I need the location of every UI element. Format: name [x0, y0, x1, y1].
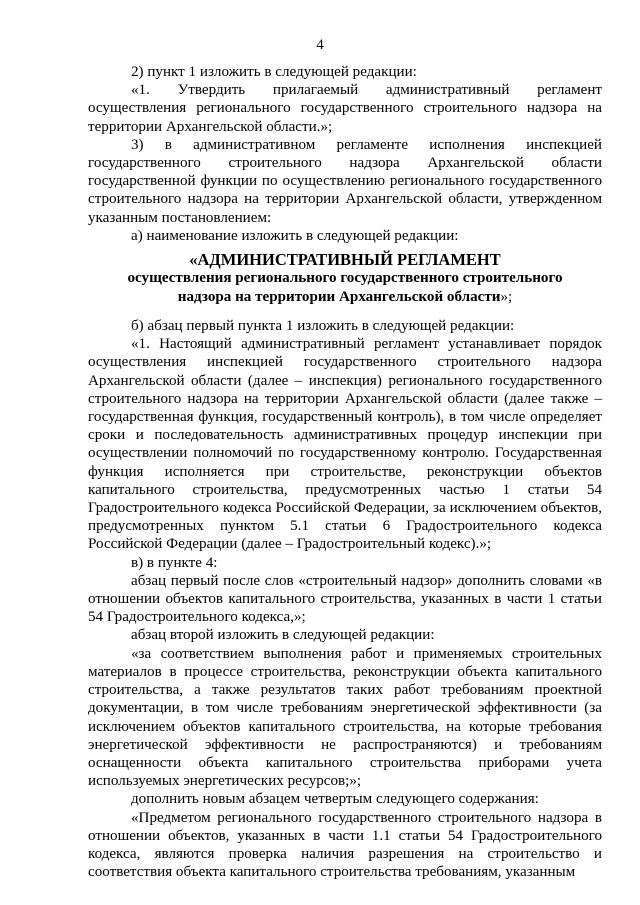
paragraph-item-2: 2) пункт 1 изложить в следующей редакции: [131, 64, 417, 80]
paragraph-first-abzac: абзац первый после слов «строительный надзор» дополнить словами «в отношении объектов капитального строительства, указанных в части 1 статьи 54 Градостроительного кодекса,»; [88, 572, 602, 626]
page-number: 4 [316, 37, 324, 53]
paragraph-subitem-b-text: «1. Настоящий административный регламент устанавливает порядок осуществления инспекцией государственного строительного надзора Архангельской области (далее – инспекция) регионального государственного строительного надзора на территории Архангельской области (далее также – государственная функция, государственный контроль), в том числе определяет сроки и последовательность административных процедур инспекции при осуществлении полномочий по государственному контролю. Государственная функция исполняется при строительстве, реконструкции объектов капитального строительства, предусмотренных частью 1 статьи 54 Градостроительного кодекса Российской Федерации, за исключением объектов, предусмотренных пунктом 5.1 статьи 6 Градостроительного кодекса Российской Федерации (далее – Градостроительный кодекс).»; [88, 336, 602, 553]
paragraph-item-3: 3) в административном регламенте исполнения инспекцией государственного строительного надзора Архангельской области государственной функции по осуществлению регионального государственного строительного надзора на территории Архангельской области, утвержденном указанным постановлением: [88, 136, 602, 226]
regulation-title [88, 250, 602, 307]
document-body [88, 63, 602, 881]
regulation-title-line-3 [88, 288, 602, 307]
paragraph-item-2-text: «1. Утвердить прилагаемый административный регламент осуществления регионального государственного строительного надзора на территории Архангельской области.»; [88, 82, 602, 135]
paragraph-new-abzac-text: «Предметом регионального государственного строительного надзора в отношении объектов, указанных в части 1.1 статьи 54 Градостроительного кодекса, являются проверка наличия разрешения на строительство и соответствия объекта капитального строительства требованиям, указанным [88, 809, 602, 881]
paragraph-subitem-b: б) абзац первый пункта 1 изложить в следующей редакции: [131, 318, 515, 335]
paragraph-subitem-a: а) наименование изложить в следующей редакции: [131, 227, 459, 244]
paragraph-second-abzac-text: «за соответствием выполнения работ и применяемых строительных материалов в процессе строительства, реконструкции объекта капитального строительства, а также результатов таких работ требованиям проектной документации, в том числе требованиям энергетической эффективности (за исключением объектов капитального строительства, на которые требования энергетической эффективности не распространяются) и требованиям оснащенности объекта капитального строительства приборами учета используемых энергетических ресурсов;»; [88, 645, 602, 790]
paragraph-subitem-v: в) в пункте 4: [131, 554, 218, 571]
regulation-title-closing: »; [500, 289, 513, 306]
regulation-title-line-1: «АДМИНИСТРАТИВНЫЙ РЕГЛАМЕНТ [189, 250, 501, 270]
regulation-title-line-2: осуществления регионального государственного строительного [127, 270, 563, 287]
paragraph-second-abzac: абзац второй изложить в следующей редакции: [131, 627, 435, 644]
regulation-title-line-3-text: надзора на территории Архангельской области [177, 289, 501, 306]
paragraph-new-abzac: дополнить новым абзацем четвертым следующего содержания: [131, 791, 539, 808]
